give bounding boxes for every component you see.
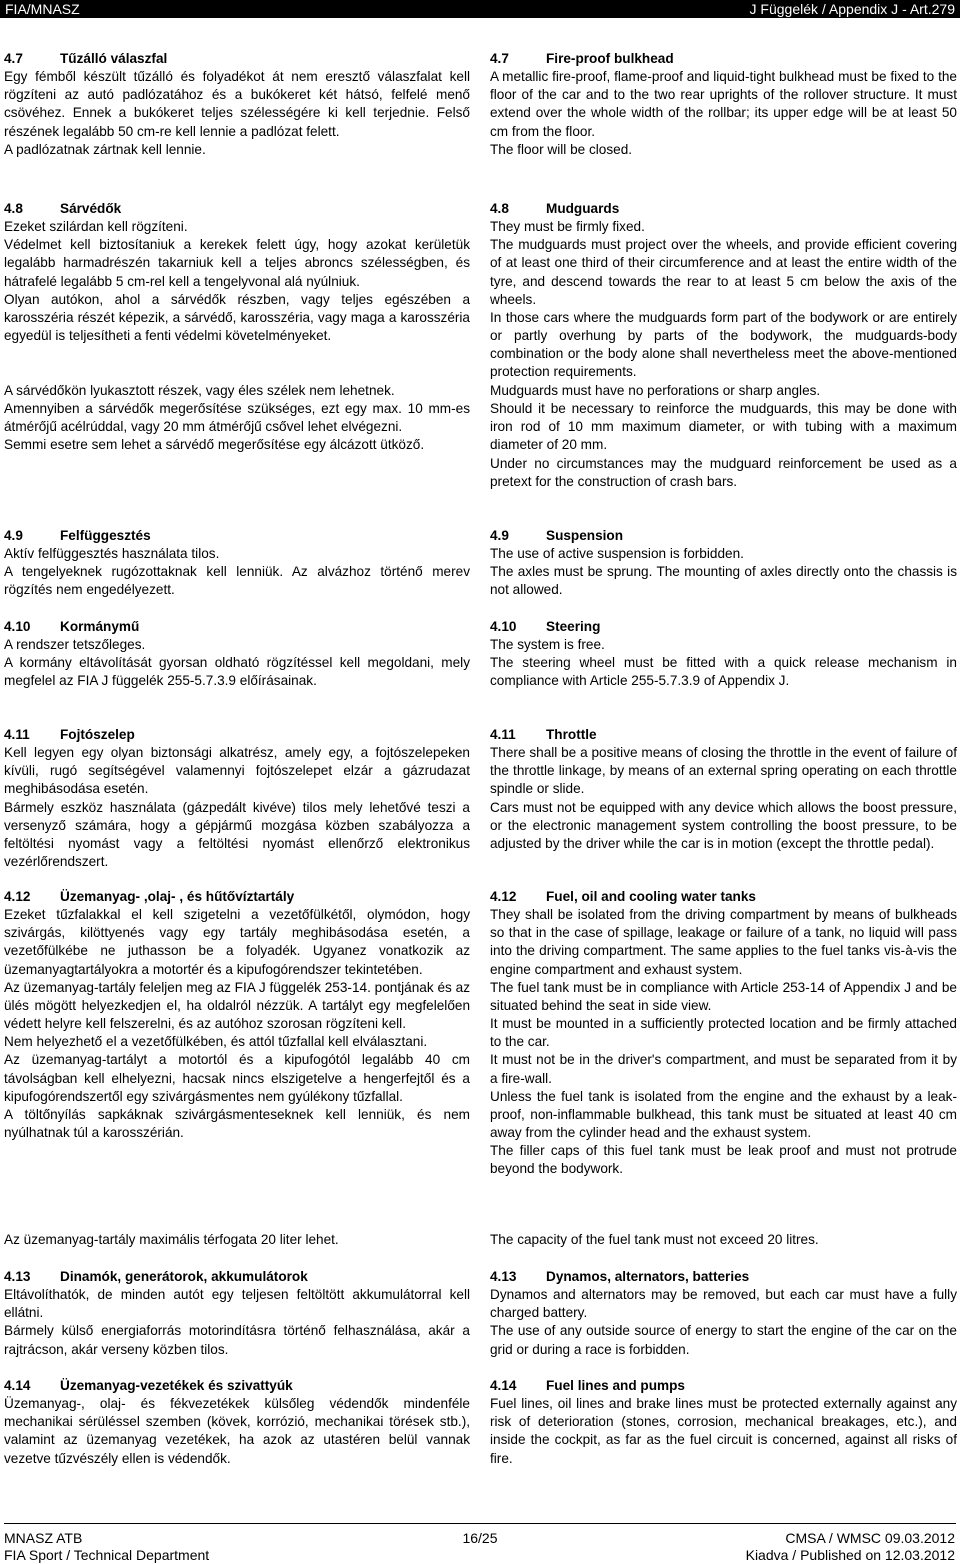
footer-right <box>746 1530 955 1564</box>
section <box>490 726 957 853</box>
paragraph: A kormány eltávolítását gyorsan oldható rögzítéssel kell megoldani, mely megfelel az FIA J függelék 255-5.7.3.9 előírásainak. <box>4 655 470 689</box>
section-title <box>490 888 957 906</box>
section-heading: Throttle <box>546 727 597 742</box>
paragraph: A rendszer tetszőleges. <box>4 637 146 653</box>
section <box>4 726 470 871</box>
paragraph: A metallic fire-proof, flame-proof and liquid-tight bulkhead must be fixed to the floor of the car and to the two rear uprights of the rollover structure. It must extend over the whole width of the rollbar; its upper edge will be at least 50 cm from the floor. <box>490 69 957 139</box>
paragraph: Egy fémből készült tűzálló és folyadékot át nem eresztő válaszfalat kell rögzíteni az autó padlózatához és a bukókeret két hátsó, felfelé menő csövéhez. Ennek a bukókeret teljes szélességére ki kell terjednie. Felső részének legalább 50 cm-re kell lennie a padlózat felett. <box>4 69 470 139</box>
section <box>490 50 957 159</box>
paragraph: It must be mounted in a sufficiently protected location and be firmly attached to the car. <box>490 1016 957 1050</box>
section-heading: Üzemanyag- ,olaj- , és hűtővíztartály <box>60 889 295 904</box>
section-title <box>4 200 470 218</box>
section <box>490 1268 957 1359</box>
paragraph: Dynamos and alternators may be removed, but each car must have a fully charged battery. <box>490 1287 957 1321</box>
footer-right-line2: Kiadva / Published on 12.03.2012 <box>745 1547 955 1563</box>
paragraph: Olyan autókon, ahol a sárvédők részben, vagy teljes egészében a karosszéria részét képezik, a sárvédő, karosszéria, vagy maga a karosszéria egyedül is teljesítheti a fenti védelmi követelményeket. <box>4 291 470 344</box>
paragraph: Aktív felfüggesztés használata tilos. <box>4 546 220 562</box>
section-heading: Mudguards <box>546 201 620 216</box>
section-title <box>490 1268 957 1286</box>
paragraph: The steering wheel must be fitted with a quick release mechanism in compliance with Article 255-5.7.3.9 of Appendix J. <box>490 655 957 689</box>
section <box>4 888 470 1142</box>
section <box>4 527 470 600</box>
section-number: 4.13 <box>490 1269 517 1284</box>
paragraph: Amennyiben a sárvédők megerősítése szükséges, ezt egy max. 10 mm-es átmérőjű acélrúddal, vagy 20 mm átmérőjű csővel lehet elvégezni. <box>4 401 470 435</box>
page-number: 16/25 <box>462 1530 498 1546</box>
paragraph: A töltőnyílás sapkáknak szivárgásmenteseknek kell lenniük, és nem nyúlhatnak túl a karosszérián. <box>4 1106 470 1141</box>
paragraph: They shall be isolated from the driving compartment by means of bulkheads so that in the case of spillage, leakage or failure of a tank, no liquid will pass into the driving compartment. The same applies to the fuel tanks vis-à-vis the engine compartment and exhaust system. <box>490 907 957 977</box>
paragraph: A padlózatnak zártnak kell lennie. <box>4 141 206 157</box>
section <box>490 888 957 1179</box>
section-title <box>4 1268 470 1286</box>
paragraph: Nem helyezhető el a vezetőfülkében, és attól tűzfallal kell elválasztani. <box>4 1034 428 1050</box>
section-title <box>490 50 957 68</box>
section-number: 4.8 <box>490 201 509 216</box>
section-heading: Steering <box>546 619 601 634</box>
section <box>490 618 957 691</box>
footer-left-line1: MNASZ ATB <box>4 1530 83 1546</box>
section-heading: Fire-proof bulkhead <box>546 51 674 66</box>
section-title <box>490 200 957 218</box>
paragraph: There shall be a positive means of closing the throttle in the event of failure of the throttle linkage, by means of an external spring operating on each throttle spindle or slide. <box>490 745 957 797</box>
section-title <box>4 1377 470 1395</box>
paragraph: Védelmet kell biztosítaniuk a kerekek felett úgy, hogy azokat kerületük legalább harmadrészén takarniuk kell a teljes abroncs szélességben, és hátrafelé legalább 5 cm-rel kell a tengelyvonal alá nyúlniuk. <box>4 237 470 289</box>
section <box>4 50 470 159</box>
section-heading: Üzemanyag-vezetékek és szivattyúk <box>60 1378 293 1393</box>
paragraph: In those cars where the mudguards form part of the bodywork or are entirely or partly overhung by parts of the bodywork, the mudguards-body combination or the body alone shall nevertheless meet the above-mentioned protection requirements. <box>490 309 957 380</box>
section-title <box>490 726 957 744</box>
paragraph: The floor will be closed. <box>490 141 633 157</box>
paragraph: The capacity of the fuel tank must not exceed 20 litres. <box>490 1232 819 1247</box>
section-title <box>4 527 470 545</box>
paragraph: A sárvédőkön lyukasztott részek, vagy éles szélek nem lehetnek. <box>4 383 395 398</box>
section-title <box>490 1377 957 1395</box>
paragraph: The filler caps of this fuel tank must be leak proof and must not protrude beyond the bodywork. <box>490 1143 957 1177</box>
paragraph: Az üzemanyag-tartály maximális térfogata 20 liter lehet. <box>4 1232 339 1247</box>
section-heading: Tűzálló válaszfal <box>60 51 168 66</box>
section <box>4 618 470 691</box>
section-number: 4.12 <box>490 889 517 904</box>
section-heading: Kormánymű <box>60 619 140 634</box>
paragraph: The system is free. <box>490 637 605 653</box>
paragraph: Bármely külső energiaforrás motorindításra történő felhasználása, akár a rajtrácson, akár verseny közben tilos. <box>4 1323 470 1357</box>
paragraph: The axles must be sprung. The mounting of axles directly onto the chassis is not allowed. <box>490 564 957 598</box>
paragraph: The mudguards must project over the wheels, and provide efficient covering of at least one third of their circumference and at least the entire width of the tyre, and descend towards the rear to at least 5 cm below the axis of the wheels. <box>490 237 957 307</box>
paragraph: Mudguards must have no perforations or sharp angles. <box>490 383 821 398</box>
paragraph: Bármely eszköz használata (gázpedált kivéve) tilos mely lehetővé teszi a versenyző számára, hogy a gépjármű mozgása közben szabályozza a feltöltési nyomást vagy a feltöltési nyomást ellenőrző elektronikus vezérlőrendszert. <box>4 799 470 870</box>
section <box>490 382 957 491</box>
paragraph: Cars must not be equipped with any device which allows the boost pressure, or the electronic management system controlling the boost pressure, to be adjusted by the driver while the car is in motion (except the throttle pedal). <box>490 799 957 851</box>
section-number: 4.12 <box>4 889 31 904</box>
paragraph: Unless the fuel tank is isolated from the engine and the exhaust by a leak-proof, non-inflammable bulkhead, this tank must be situated at least 40 cm away from the cylinder head and the exhaust system. <box>490 1088 957 1141</box>
header-left: FIA/MNASZ <box>5 1 80 17</box>
section <box>4 382 470 455</box>
section-number: 4.9 <box>490 528 509 543</box>
paragraph: The use of active suspension is forbidden. <box>490 546 744 562</box>
section <box>4 1231 470 1249</box>
paragraph: A tengelyeknek rugózottaknak kell lenniük. Az alvázhoz történő merev rögzítés nem engedélyezett. <box>4 564 470 598</box>
section-heading: Suspension <box>546 528 624 543</box>
paragraph: Should it be necessary to reinforce the mudguards, this may be done with iron rod of 10 mm maximum diameter, or with tubing with a maximum diameter of 20 mm. <box>490 401 957 453</box>
footer-left-line2: FIA Sport / Technical Department <box>4 1547 210 1563</box>
paragraph: Eltávolíthatók, de minden autót egy teljesen feltöltött akkumulátorral kell ellátni. <box>4 1287 470 1321</box>
section <box>4 1377 470 1468</box>
paragraph: Fuel lines, oil lines and brake lines must be protected externally against any risk of deterioration (stones, corrosion, mechanical breakages, etc.), and inside the cockpit, as far as the fuel circuit is concerned, against all risks of fire. <box>490 1396 957 1466</box>
paragraph: Ezeket tűzfalakkal el kell szigetelni a vezetőfülkétől, olymódon, hogy szivárgás, kilöttyenés vagy egy tartály meghibásodása esetén, a vezetőfülkébe ne juthasson be a folyadék. Ugyanez vonatkozik az üzemanyagtartályokra a motortér és a kipufogórendszer tekintetében. <box>4 907 470 977</box>
paragraph: The use of any outside source of energy to start the engine of the car on the grid or during a race is forbidden. <box>490 1323 957 1357</box>
header-right: J Függelék / Appendix J - Art.279 <box>749 1 955 17</box>
section-heading: Dinamók, generátorok, akkumulátorok <box>60 1269 308 1284</box>
paragraph: Az üzemanyag-tartályt a motortól és a kipufogótól legalább 40 cm távolságban kell elhelyezni, hacsak nincs elszigetelve a hengerfejtől és a kipufogórendszertől egy szivárgásmentes nem gyúlékony tűzfallal. <box>4 1052 470 1104</box>
section-heading: Sárvédők <box>60 201 122 216</box>
section-number: 4.13 <box>4 1269 31 1284</box>
section <box>4 200 470 345</box>
paragraph: Under no circumstances may the mudguard reinforcement be used as a pretext for the construction of crash bars. <box>490 455 957 489</box>
section-number: 4.11 <box>490 727 516 742</box>
section-number: 4.8 <box>4 201 23 216</box>
section-number: 4.14 <box>4 1378 31 1393</box>
section-title <box>4 726 470 744</box>
section <box>490 1231 957 1249</box>
section-title <box>4 888 470 906</box>
paragraph: Ezeket szilárdan kell rögzíteni. <box>4 219 188 235</box>
section-number: 4.14 <box>490 1378 517 1393</box>
section-heading: Fojtószelep <box>60 727 135 742</box>
section-number: 4.7 <box>4 51 23 66</box>
section <box>490 200 957 382</box>
section <box>490 1377 957 1468</box>
section-heading: Dynamos, alternators, batteries <box>546 1269 750 1284</box>
section-number: 4.7 <box>490 51 509 66</box>
section-title <box>4 618 470 636</box>
paragraph: Az üzemanyag-tartály feleljen meg az FIA J függelék 253-14. pontjának és az ülés mögött helyezkedjen el, ha oldalról nézzük. A tartályt egy megfelelően védett helyre kell felszerelni, és az autóhoz szorosan rögzíteni kell. <box>4 979 470 1032</box>
paragraph: Kell legyen egy olyan biztonsági alkatrész, amely egy, a fojtószelepeken kívüli, rugó segítségével valamennyi fojtószelepet elzár a gázrudazat meghibásodása esetén. <box>4 745 470 797</box>
section-heading: Fuel, oil and cooling water tanks <box>546 889 756 904</box>
section <box>4 1268 470 1359</box>
footer-rule <box>4 1523 956 1524</box>
section-number: 4.10 <box>4 619 31 634</box>
paragraph: Semmi esetre sem lehet a sárvédő megerősítése egy álcázott ütköző. <box>4 437 425 453</box>
footer-right-line1: CMSA / WMSC 09.03.2012 <box>785 1530 955 1546</box>
paragraph: They must be firmly fixed. <box>490 219 645 235</box>
page-header <box>0 0 960 18</box>
section-heading: Felfüggesztés <box>60 528 151 543</box>
paragraph: The fuel tank must be in compliance with Article 253-14 of Appendix J and be situated behind the seat in side view. <box>490 979 957 1013</box>
section-heading: Fuel lines and pumps <box>546 1378 685 1393</box>
paragraph: It must not be in the driver's compartment, and must be separated from it by a fire-wall. <box>490 1052 957 1086</box>
section-number: 4.11 <box>4 727 30 742</box>
section-number: 4.10 <box>490 619 517 634</box>
paragraph: Üzemanyag-, olaj- és fékvezetékek külsőleg védendők mindenféle mechanikai sérüléssel szemben (kövek, korrózió, mechanikai törések stb.), valamint az üzemanyag vezetékek, ha azok az utastéren belül vannak vezetve tűzvészély ellen is védendők. <box>4 1396 470 1466</box>
section-title <box>490 527 957 545</box>
section-number: 4.9 <box>4 528 23 543</box>
section <box>490 527 957 600</box>
section-title <box>4 50 470 68</box>
section-title <box>490 618 957 636</box>
